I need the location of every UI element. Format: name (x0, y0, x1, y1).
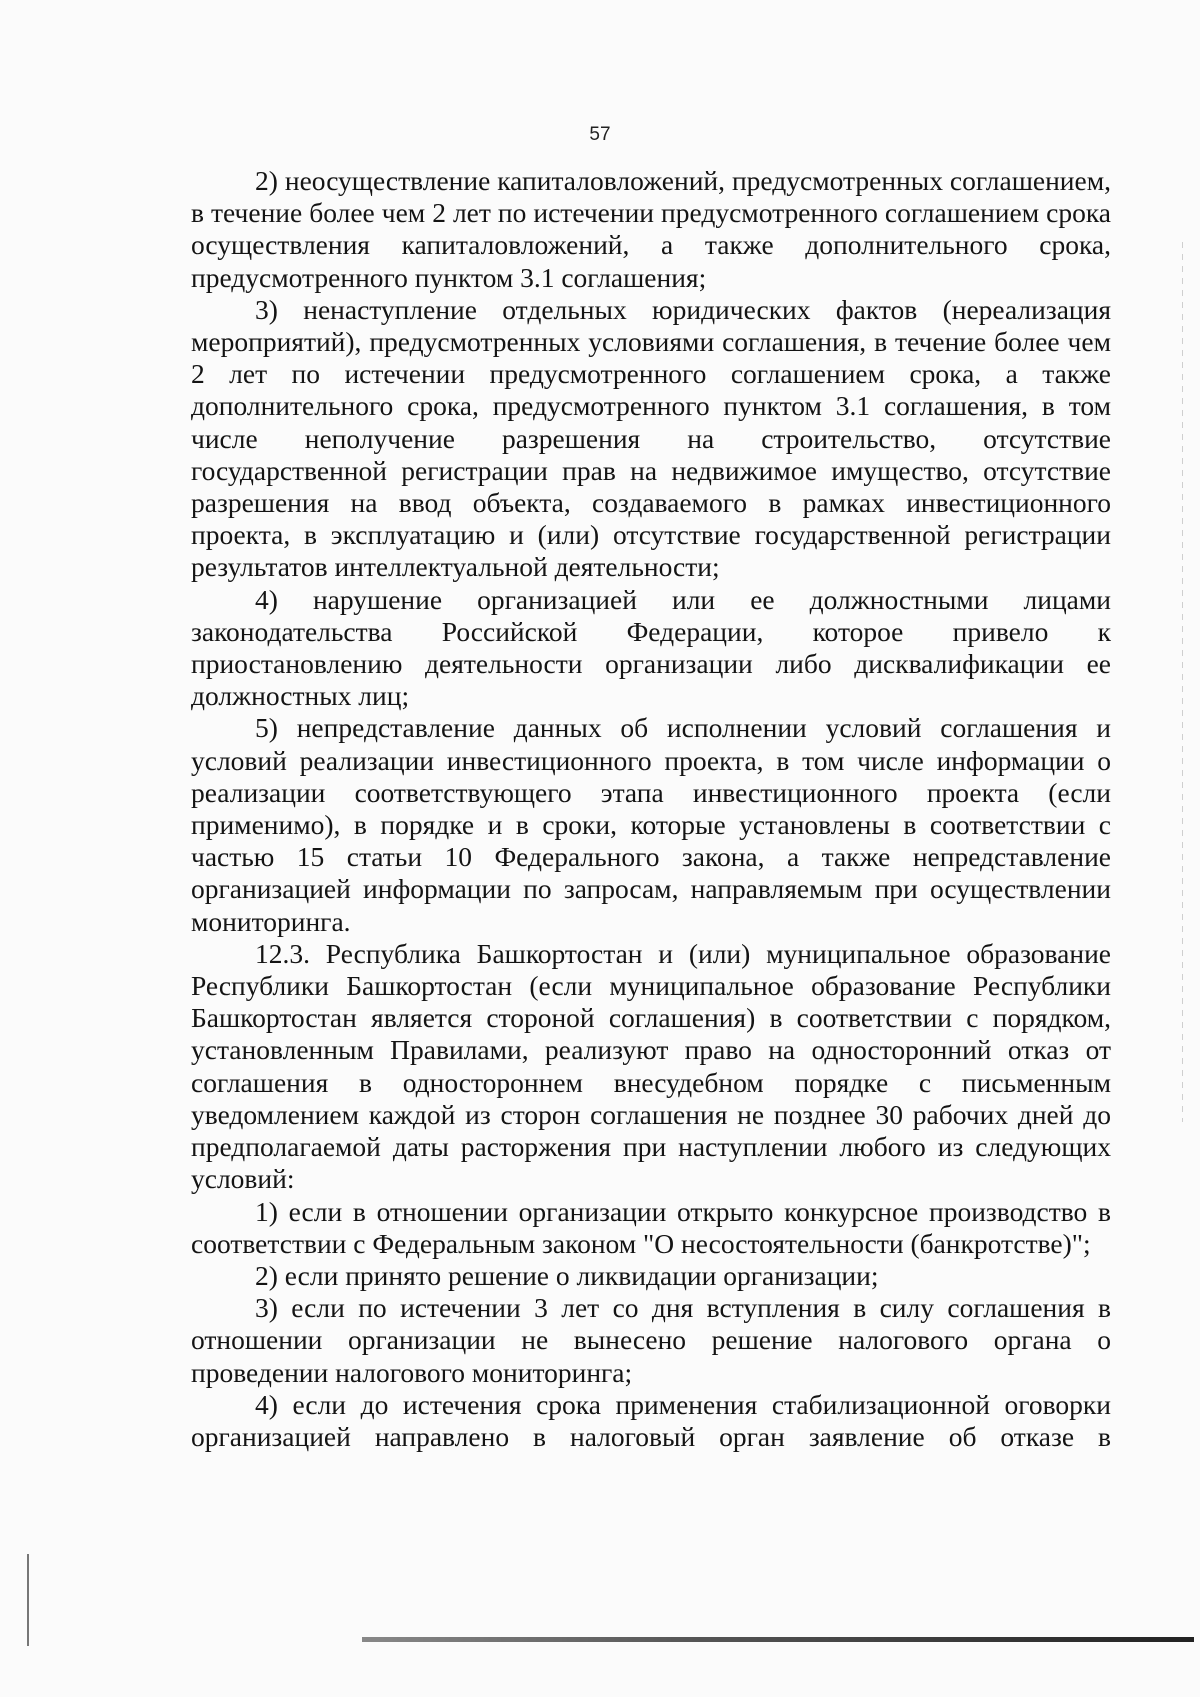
footer-rule (362, 1637, 1194, 1642)
paragraph-condition-4: 4) если до истечения срока применения стабилизационной оговорки организацией направлено в налоговый орган заявление об отказе в (191, 1388, 1111, 1452)
paragraph-item-3: 3) ненаступление отдельных юридических фактов (нереализация мероприятий), предусмотренных условиями соглашения, в течение более чем 2 лет по истечении предусмотренного соглашением срока, а также дополнительного срока, предусмотренного пунктом 3.1 соглашения, в том числе неполучение разрешения на строительство, отсутствие государственной регистрации прав на недвижимое имущество, отсутствие разрешения на ввод объекта, создаваемого в рамках инвестиционного проекта, в эксплуатацию и (или) отсутствие государственной регистрации результатов интеллектуальной деятельности; (191, 293, 1111, 583)
paragraph-item-2: 2) неосуществление капиталовложений, предусмотренных соглашением, в течение более чем 2 лет по истечении предусмотренного соглашением срока осуществления капиталовложений, а также дополнительного срока, предусмотренного пунктом 3.1 соглашения; (191, 165, 1111, 293)
paragraph-item-5: 5) непредставление данных об исполнении условий соглашения и условий реализации инвестиционного проекта, в том числе информации о реализации соответствующего этапа инвестиционного проекта (если применимо), в порядке и в сроки, которые установлены в соответствии с частью 15 статьи 10 Федерального закона, а также непредставление организацией информации по запросам, направляемым при осуществлении мониторинга. (191, 712, 1111, 937)
paragraph-item-4: 4) нарушение организацией или ее должностными лицами законодательства Российской Федерации, которое привело к приостановлению деятельности организации либо дисквалификации ее должностных лиц; (191, 583, 1111, 712)
paragraph-condition-3: 3) если по истечении 3 лет со дня вступления в силу соглашения в отношении организации не вынесено решение налогового органа о проведении налогового мониторинга; (191, 1292, 1111, 1388)
scan-edge-mark-left (27, 1554, 29, 1646)
page-number: 57 (589, 124, 611, 145)
scan-edge-mark (1182, 242, 1183, 1122)
paragraph-condition-1: 1) если в отношении организации открыто конкурсное производство в соответствии с Федеральным законом "О несостоятельности (банкротстве)"; (191, 1195, 1111, 1259)
paragraph-clause-12-3: 12.3. Республика Башкортостан и (или) муниципальное образование Республики Башкортостан (если муниципальное образование Республики Башкортостан является стороной соглашения) в соответствии с порядком, установленным Правилами, реализуют право на односторонний отказ от соглашения в одностороннем внесудебном порядке с письменным уведомлением каждой из сторон соглашения не позднее 30 рабочих дней до предполагаемой даты расторжения при наступлении любого из следующих условий: (191, 937, 1111, 1195)
document-body (191, 165, 1111, 1453)
paragraph-condition-2: 2) если принято решение о ликвидации организации; (255, 1259, 879, 1291)
